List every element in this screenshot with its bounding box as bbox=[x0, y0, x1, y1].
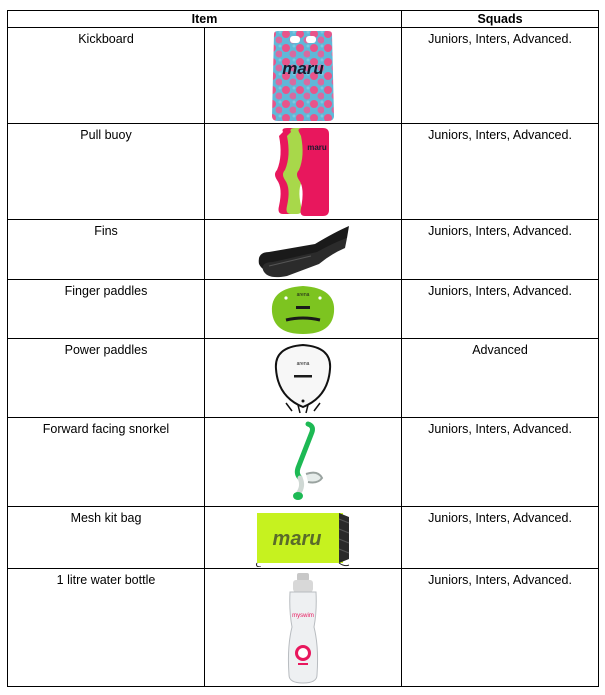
pull-buoy-image bbox=[273, 126, 333, 218]
item-name: Finger paddles bbox=[64, 284, 148, 298]
squads-value: Juniors, Inters, Advanced. bbox=[428, 224, 572, 238]
squads-cell bbox=[402, 220, 599, 280]
squads-cell bbox=[402, 28, 599, 124]
squads-cell bbox=[402, 507, 599, 569]
table-row bbox=[8, 28, 599, 124]
item-image-cell bbox=[205, 418, 402, 507]
item-image-cell bbox=[205, 280, 402, 339]
item-name-cell bbox=[8, 339, 205, 418]
squads-cell bbox=[402, 124, 599, 220]
squads-value: Juniors, Inters, Advanced. bbox=[428, 284, 572, 298]
item-image-cell bbox=[205, 507, 402, 569]
table-row bbox=[8, 418, 599, 507]
water-bottle-image bbox=[281, 571, 325, 685]
squads-cell bbox=[402, 280, 599, 339]
item-image-cell bbox=[205, 220, 402, 280]
table-row bbox=[8, 220, 599, 280]
squads-value: Juniors, Inters, Advanced. bbox=[428, 511, 572, 525]
squads-header: Squads bbox=[402, 11, 599, 28]
mesh-kit-bag-image bbox=[253, 509, 353, 567]
table-row bbox=[8, 507, 599, 569]
item-name: Kickboard bbox=[78, 32, 134, 46]
item-name-cell bbox=[8, 569, 205, 687]
fins-image bbox=[255, 222, 351, 278]
item-name: Fins bbox=[94, 224, 118, 238]
item-name-cell bbox=[8, 280, 205, 339]
power-paddles-logo: arena bbox=[296, 361, 310, 367]
finger-paddles-image bbox=[266, 282, 340, 336]
squads-cell bbox=[402, 569, 599, 687]
item-image-cell bbox=[205, 569, 402, 687]
table-row bbox=[8, 124, 599, 220]
item-name-cell bbox=[8, 220, 205, 280]
squads-cell bbox=[402, 418, 599, 507]
squads-value: Advanced bbox=[472, 343, 528, 357]
item-name: Mesh kit bag bbox=[70, 511, 142, 525]
item-name-cell bbox=[8, 124, 205, 220]
item-name: Pull buoy bbox=[80, 128, 132, 142]
power-paddles-image bbox=[268, 341, 338, 415]
table-row bbox=[8, 569, 599, 687]
item-header: Item bbox=[8, 11, 402, 28]
item-image-cell bbox=[205, 28, 402, 124]
squads-value: Juniors, Inters, Advanced. bbox=[428, 32, 572, 46]
mesh-kit-bag-logo: maru bbox=[272, 528, 322, 550]
kickboard-logo: maru bbox=[282, 59, 324, 78]
water-bottle-logo: myswim bbox=[292, 613, 314, 619]
squads-value: Juniors, Inters, Advanced. bbox=[428, 422, 572, 436]
table-row bbox=[8, 339, 599, 418]
kickboard-image bbox=[268, 30, 338, 122]
item-name: Power paddles bbox=[64, 343, 148, 357]
pull-buoy-logo: maru bbox=[307, 143, 327, 152]
finger-paddles-logo: arena bbox=[296, 292, 310, 298]
equipment-table bbox=[7, 10, 599, 687]
item-image-cell bbox=[205, 124, 402, 220]
squads-value: Juniors, Inters, Advanced. bbox=[428, 573, 572, 587]
header-row bbox=[8, 11, 599, 28]
item-name-cell bbox=[8, 28, 205, 124]
item-name: Forward facing snorkel bbox=[42, 422, 170, 436]
squads-cell bbox=[402, 339, 599, 418]
squads-value: Juniors, Inters, Advanced. bbox=[428, 128, 572, 142]
item-name: 1 litre water bottle bbox=[56, 573, 156, 587]
item-name-cell bbox=[8, 418, 205, 507]
snorkel-image bbox=[278, 420, 328, 504]
table-row bbox=[8, 280, 599, 339]
item-name-cell bbox=[8, 507, 205, 569]
item-image-cell bbox=[205, 339, 402, 418]
